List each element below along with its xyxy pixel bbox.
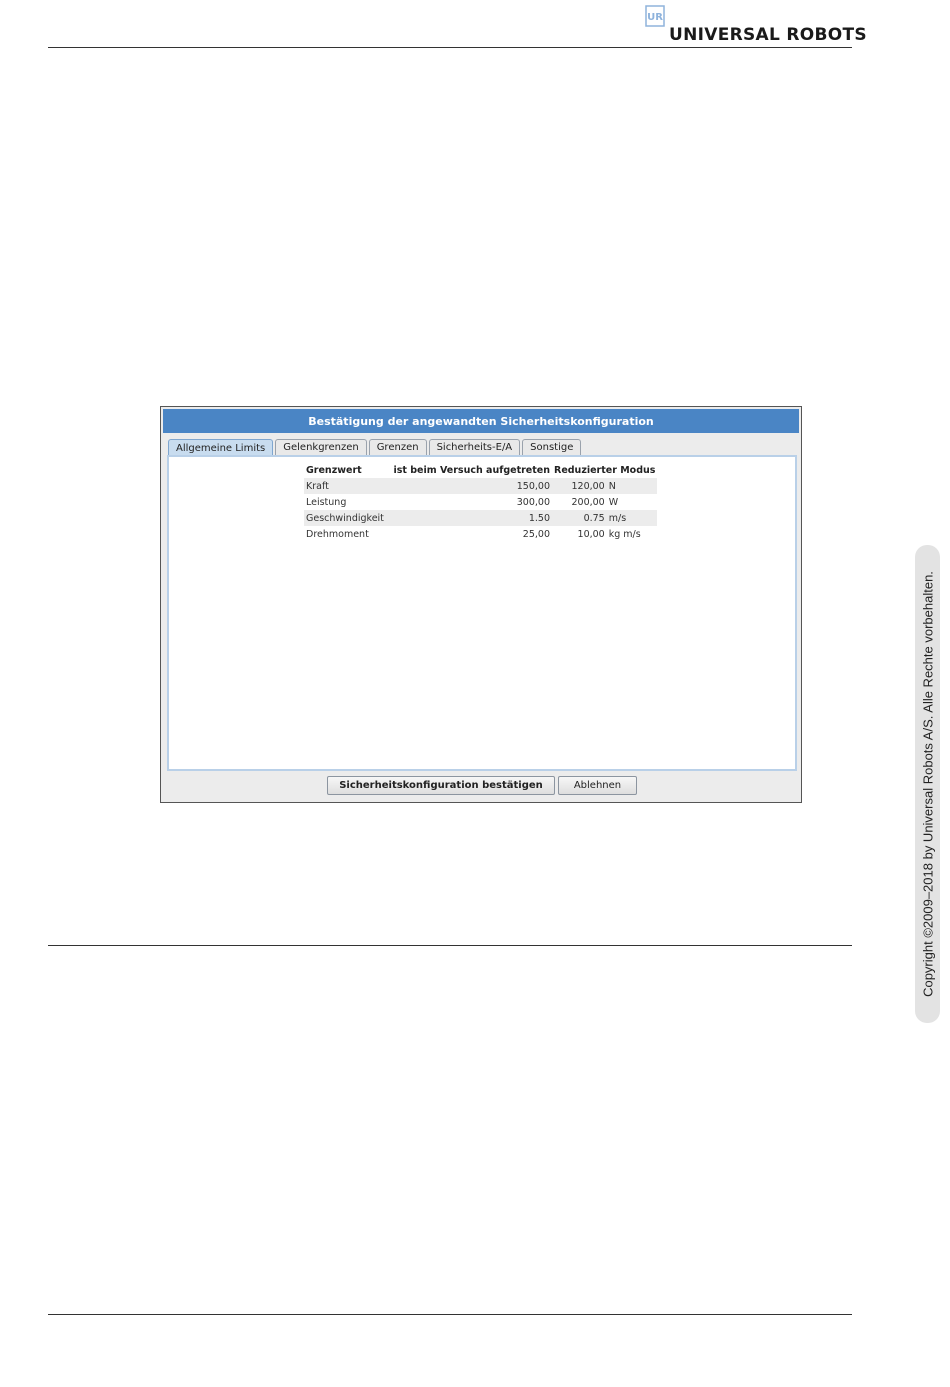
tab-boundaries[interactable]: Grenzen xyxy=(369,439,427,455)
row-unit: W xyxy=(608,496,619,508)
confirm-safety-config-button[interactable]: Sicherheitskonfiguration bestätigen xyxy=(327,776,555,795)
row-name: Geschwindigkeit xyxy=(304,510,388,526)
logo-mark-text: UR xyxy=(647,12,663,23)
row-name: Kraft xyxy=(304,478,388,494)
row-attempted: 300,00 xyxy=(516,496,550,508)
copyright-tab xyxy=(915,545,940,1023)
section-rule xyxy=(48,945,852,946)
table-row xyxy=(304,494,657,510)
row-unit: N xyxy=(607,478,658,494)
header-rule xyxy=(48,47,852,48)
table-row xyxy=(304,526,657,542)
row-reduced: 0.75 xyxy=(552,510,607,526)
tab-safety-io[interactable]: Sicherheits-E/A xyxy=(429,439,521,455)
row-attempted: 25,00 xyxy=(522,528,550,540)
general-limits-panel xyxy=(167,455,797,771)
brand-name: UNIVERSAL ROBOTS xyxy=(669,25,867,45)
reject-button[interactable]: Ablehnen xyxy=(558,776,637,795)
col-header-attempted: ist beim Versuch aufgetreten xyxy=(393,464,550,476)
col-header-limit: Grenzwert xyxy=(306,464,362,476)
tab-joint-limits[interactable]: Gelenkgrenzen xyxy=(275,439,366,455)
row-attempted: 150,00 xyxy=(388,478,552,494)
ur-logo-icon xyxy=(645,5,665,27)
tab-bar xyxy=(168,439,583,456)
limits-table xyxy=(304,462,657,542)
tab-misc[interactable]: Sonstige xyxy=(522,439,581,455)
row-unit: kg m/s xyxy=(608,528,641,540)
row-name: Leistung xyxy=(306,496,347,508)
row-reduced: 200,00 xyxy=(571,496,605,508)
col-header-reduced: Reduzierter Modus xyxy=(554,464,656,476)
safety-confirmation-dialog xyxy=(160,406,802,803)
tab-general-limits[interactable]: Allgemeine Limits xyxy=(168,439,273,456)
row-attempted: 1.50 xyxy=(388,510,552,526)
dialog-title: Bestätigung der angewandten Sicherheitskonfiguration xyxy=(163,409,799,433)
row-reduced: 10,00 xyxy=(577,528,605,540)
row-reduced: 120,00 xyxy=(552,478,607,494)
row-unit: m/s xyxy=(607,510,658,526)
table-row xyxy=(304,478,657,494)
table-row xyxy=(304,510,657,526)
table-header-row xyxy=(304,462,657,478)
copyright-text: Copyright ©2009–2018 by Universal Robots A/S. Alle Rechte vorbehalten. xyxy=(920,571,935,997)
universal-robots-logo xyxy=(645,5,867,45)
footer-rule xyxy=(48,1314,852,1315)
row-name: Drehmoment xyxy=(306,528,369,540)
